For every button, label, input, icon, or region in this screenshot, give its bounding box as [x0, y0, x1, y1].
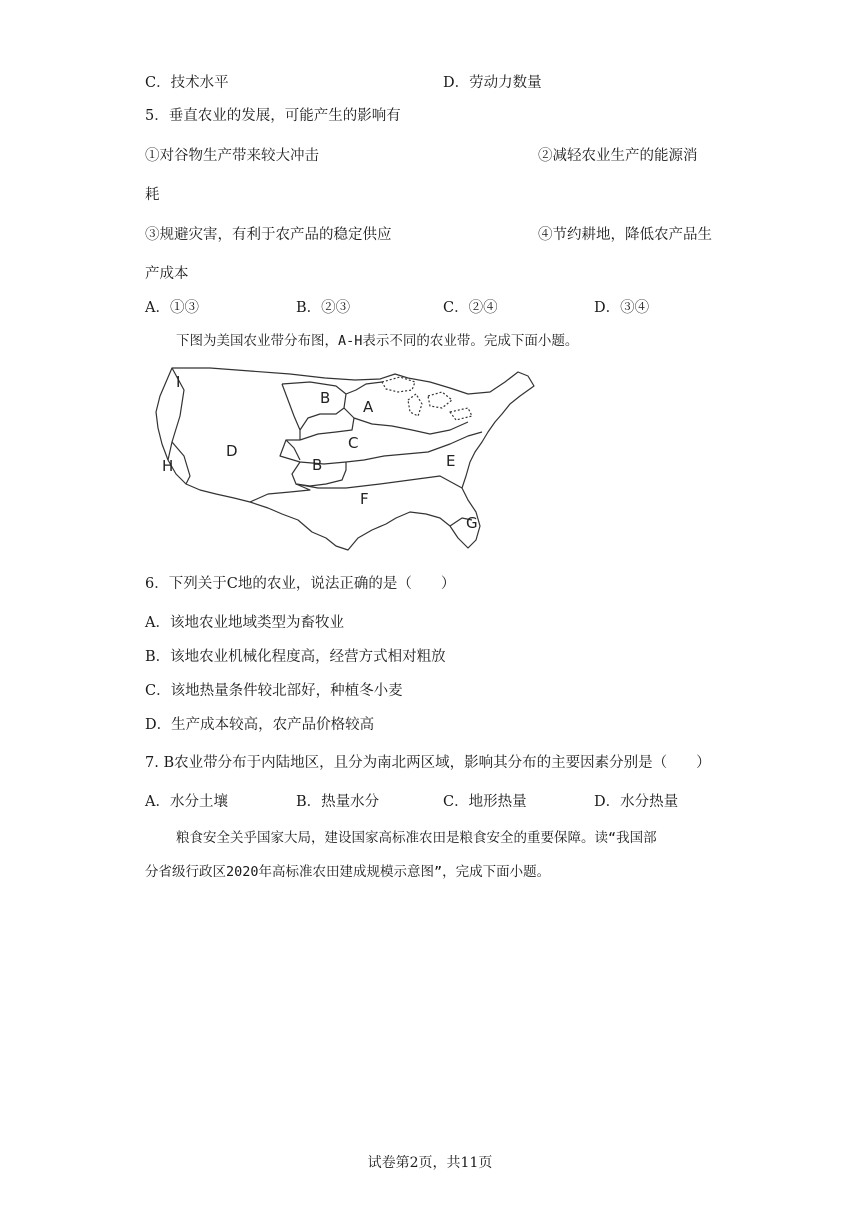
map-label-g: G: [466, 514, 478, 532]
q7-option-a: A．水分土壤: [145, 794, 228, 810]
q6-option-b: B．该地农业机械化程度高，经营方式相对粗放: [145, 649, 446, 665]
map-label-a: A: [363, 398, 374, 416]
q7-stem: 7. B农业带分布于内陆地区，且分为南北两区域，影响其分布的主要因素分别是（ ）: [145, 755, 711, 771]
us-agriculture-map: [150, 360, 545, 555]
q4-option-c: C．技术水平: [145, 75, 229, 91]
passage-line-2: 分省级行政区2020年高标准农田建成规模示意图”，完成下面小题。: [145, 864, 551, 880]
q6-stem: 6．下列关于C地的农业，说法正确的是（ ）: [145, 576, 456, 592]
map-label-i: I: [176, 373, 181, 391]
q5-option-a: A．①③: [145, 300, 199, 316]
q5-item-4-cont: 产成本: [145, 266, 189, 282]
q4-option-d: D．劳动力数量: [443, 75, 542, 91]
q5-item-1: ①对谷物生产带来较大冲击: [145, 148, 319, 164]
q5-item-3: ③规避灾害，有利于农产品的稳定供应: [145, 227, 392, 243]
q5-item-4: ④节约耕地，降低农产品生: [538, 227, 712, 243]
map-intro: 下图为美国农业带分布图，A-H表示不同的农业带。完成下面小题。: [176, 333, 579, 349]
map-label-f: F: [360, 490, 369, 508]
q5-item-2: ②减轻农业生产的能源消: [538, 148, 698, 164]
q6-option-c: C．该地热量条件较北部好，种植冬小麦: [145, 683, 403, 699]
q6-option-a: A．该地农业地域类型为畜牧业: [145, 615, 344, 631]
q7-option-b: B．热量水分: [296, 794, 380, 810]
map-label-b-south: B: [312, 456, 323, 474]
map-label-b-north: B: [320, 389, 331, 407]
passage-line-1: 粮食安全关乎国家大局，建设国家高标准农田是粮食安全的重要保障。读“我国部: [176, 830, 657, 846]
map-label-d: D: [226, 442, 238, 460]
q6-option-d: D．生产成本较高，农产品价格较高: [145, 717, 375, 733]
map-label-e: E: [446, 452, 456, 470]
q5-item-2-cont: 耗: [145, 187, 160, 203]
page-footer: 试卷第2页，共11页: [367, 1155, 493, 1171]
q5-option-c: C．②④: [443, 300, 498, 316]
q5-option-b: B．②③: [296, 300, 351, 316]
q7-option-c: C．地形热量: [443, 794, 527, 810]
map-label-c: C: [348, 434, 359, 452]
q7-option-d: D．水分热量: [594, 794, 679, 810]
q5-stem: 5．垂直农业的发展，可能产生的影响有: [145, 108, 401, 124]
map-label-h: H: [162, 457, 174, 475]
q5-option-d: D．③④: [594, 300, 650, 316]
